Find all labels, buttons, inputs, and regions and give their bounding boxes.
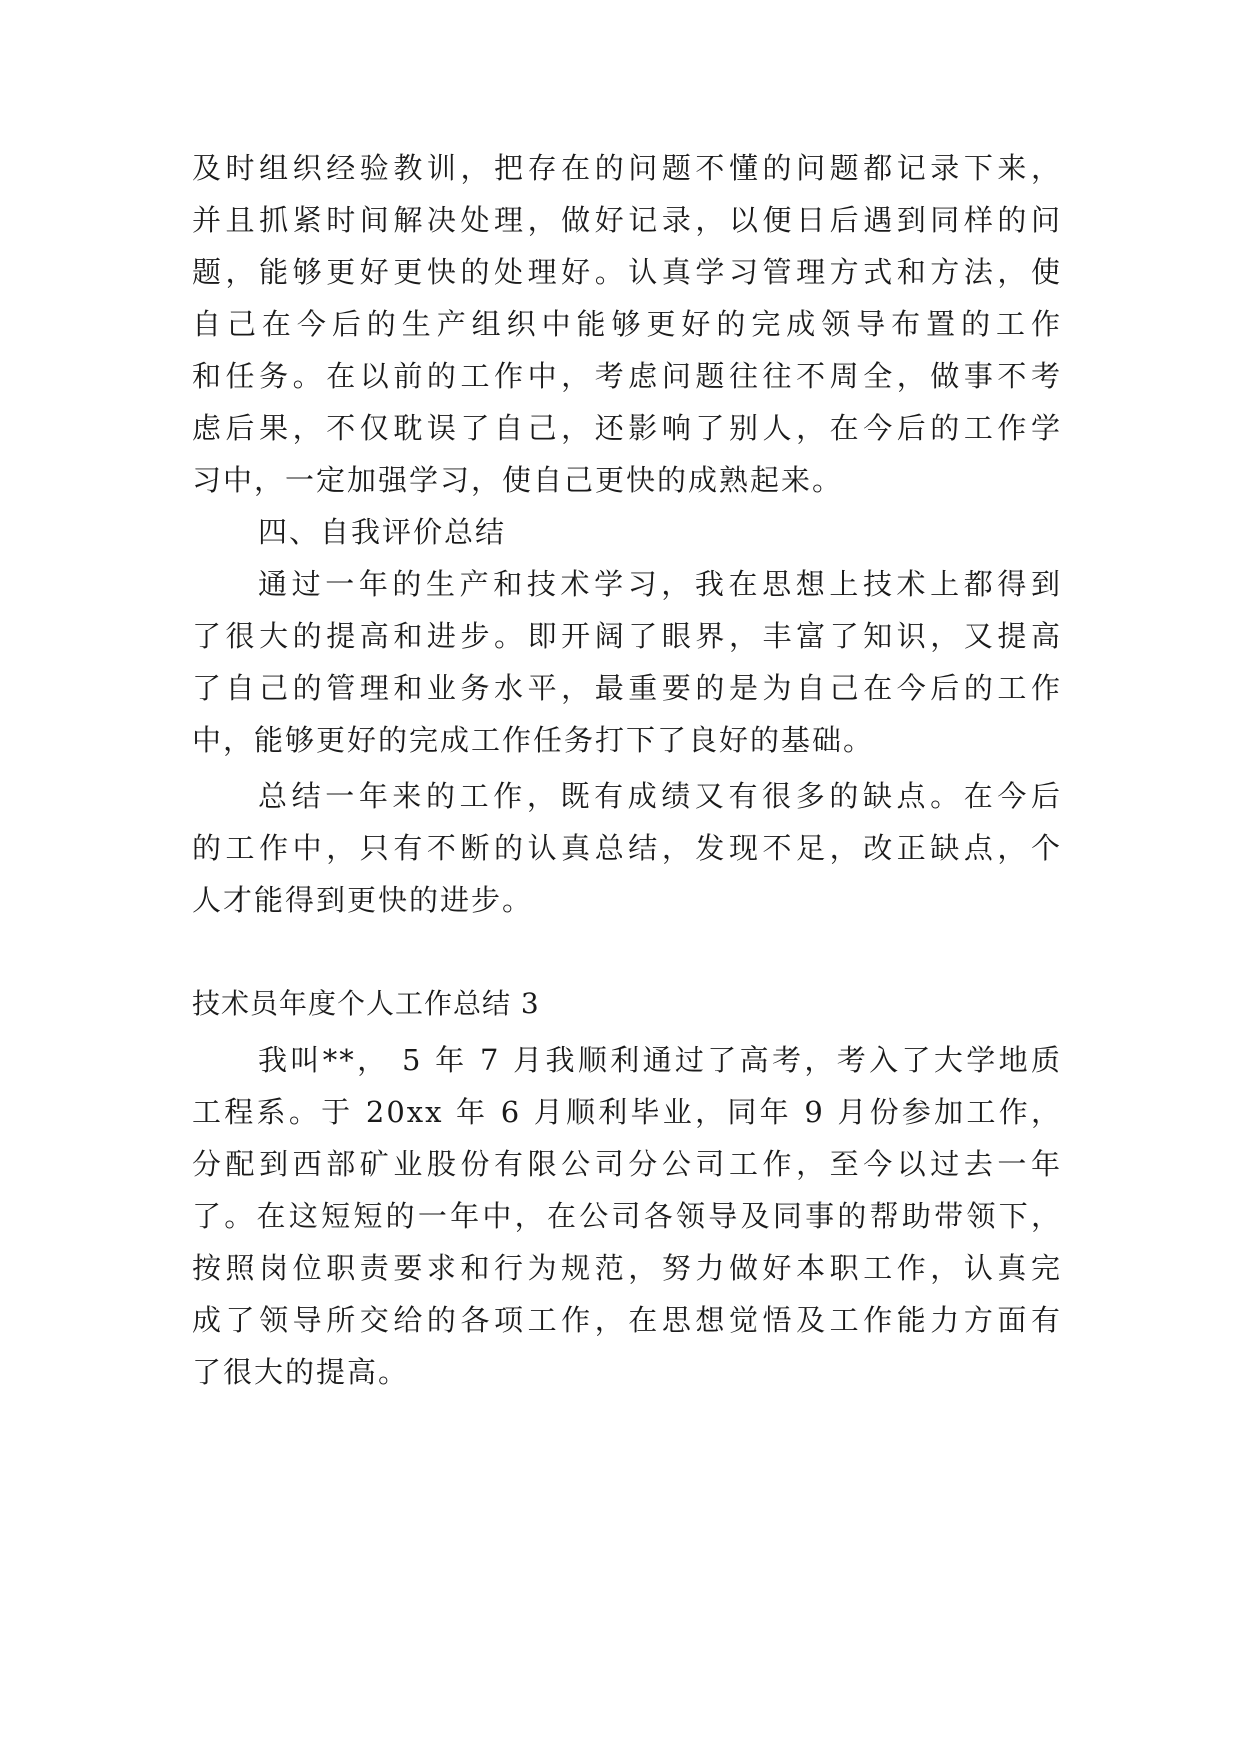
paragraph-line: 按照岗位职责要求和行为规范，努力做好本职工作，认真完	[192, 1251, 1062, 1285]
paragraph-line: 了很大的提高。	[192, 1355, 410, 1389]
section-heading: 四、自我评价总结	[258, 515, 507, 549]
paragraph-line: 人才能得到更快的进步。	[192, 883, 534, 917]
paragraph-line: 了自己的管理和业务水平，最重要的是为自己在今后的工作	[192, 671, 1062, 705]
paragraph-line: 及时组织经验教训，把存在的问题不懂的问题都记录下来，	[192, 151, 1062, 185]
paragraph-line: 习中，一定加强学习，使自己更快的成熟起来。	[192, 463, 844, 497]
paragraph-line: 了。在这短短的一年中，在公司各领导及同事的帮助带领下，	[192, 1199, 1062, 1233]
paragraph-line: 虑后果，不仅耽误了自己，还影响了别人，在今后的工作学	[192, 411, 1062, 445]
paragraph-line: 成了领导所交给的各项工作，在思想觉悟及工作能力方面有	[192, 1303, 1062, 1337]
paragraph-line: 题，能够更好更快的处理好。认真学习管理方式和方法，使	[192, 255, 1062, 289]
paragraph-line: 分配到西部矿业股份有限公司分公司工作，至今以过去一年	[192, 1147, 1062, 1181]
paragraph-line: 通过一年的生产和技术学习，我在思想上技术上都得到	[258, 567, 1062, 601]
article-title: 技术员年度个人工作总结 3	[192, 987, 540, 1020]
paragraph-line: 和任务。在以前的工作中，考虑问题往往不周全，做事不考	[192, 359, 1062, 393]
paragraph-line: 自己在今后的生产组织中能够更好的完成领导布置的工作	[192, 307, 1062, 341]
paragraph-line: 中，能够更好的完成工作任务打下了良好的基础。	[192, 723, 875, 757]
paragraph-line: 了很大的提高和进步。即开阔了眼界，丰富了知识，又提高	[192, 619, 1062, 653]
paragraph-line: 并且抓紧时间解决处理，做好记录，以便日后遇到同样的问	[192, 203, 1062, 237]
paragraph-line: 总结一年来的工作，既有成绩又有很多的缺点。在今后	[258, 779, 1062, 813]
paragraph-line: 工程系。于 20xx 年 6 月顺利毕业，同年 9 月份参加工作，	[192, 1095, 1062, 1129]
paragraph-line: 的工作中，只有不断的认真总结，发现不足，改正缺点，个	[192, 831, 1062, 865]
paragraph-line: 我叫**， 5 年 7 月我顺利通过了高考，考入了大学地质	[258, 1043, 1062, 1077]
